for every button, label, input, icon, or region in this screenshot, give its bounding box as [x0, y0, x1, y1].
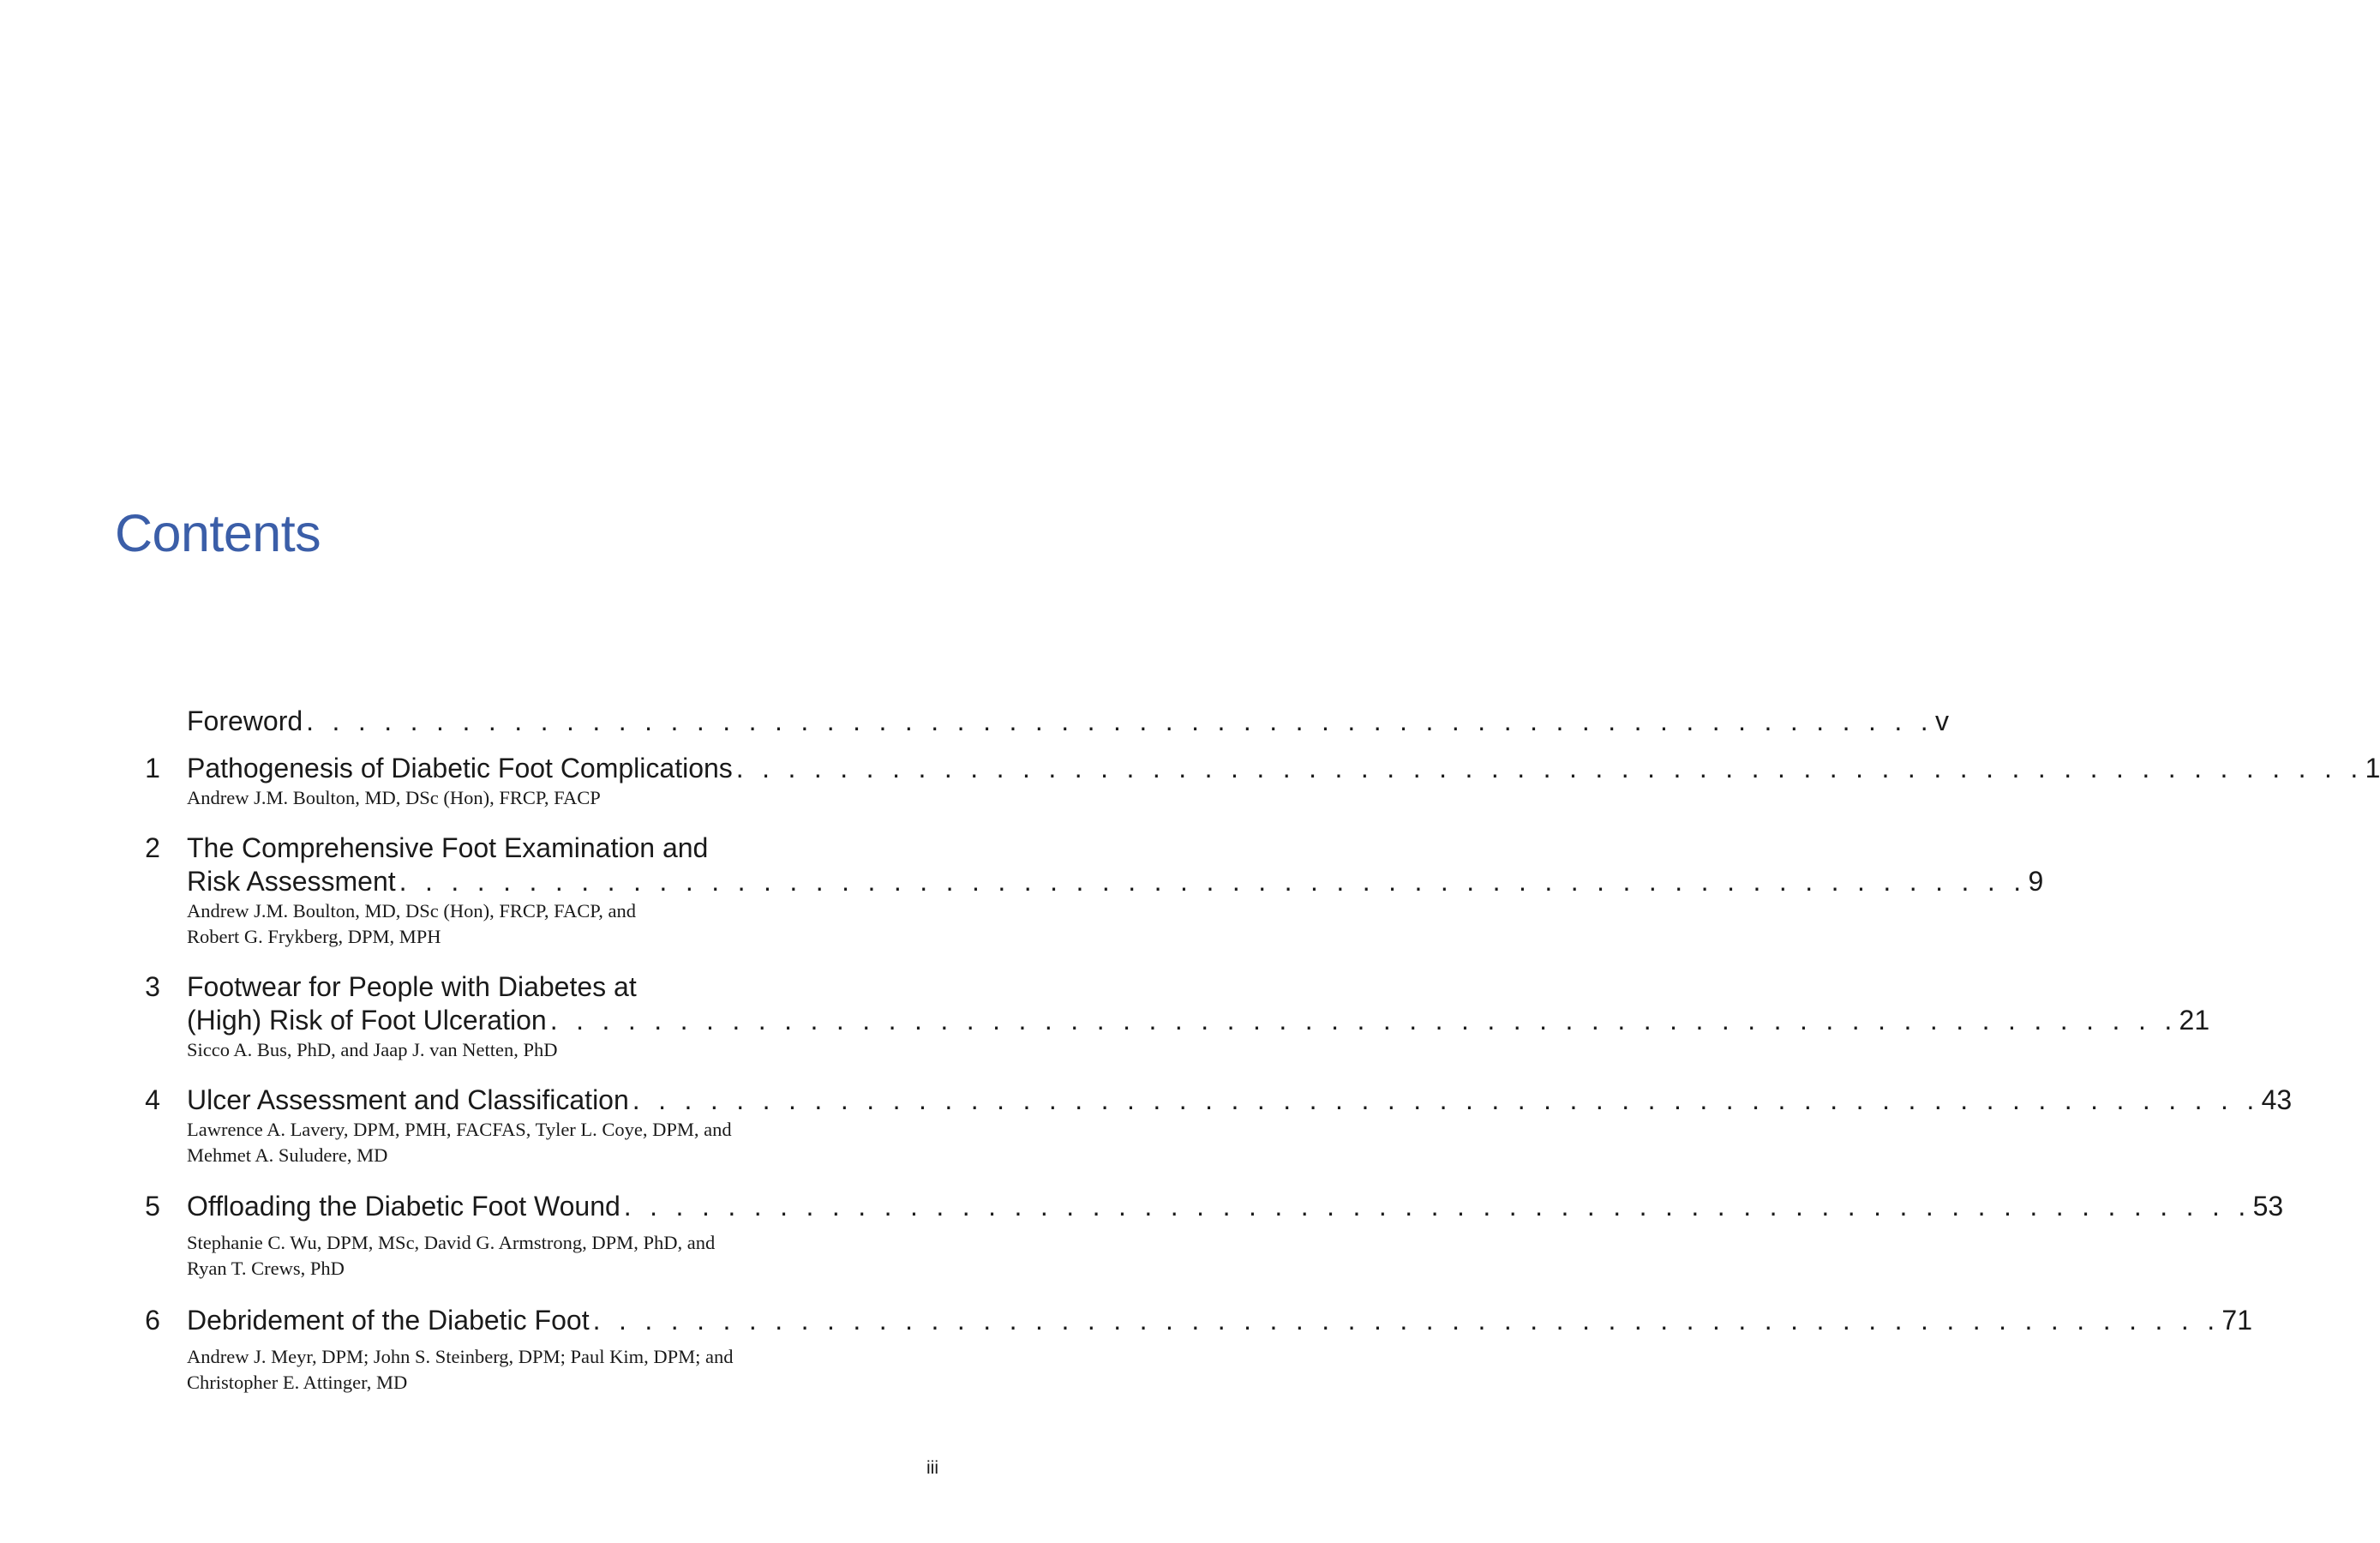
toc-entry-authors: Andrew J.M. Boulton, MD, DSc (Hon), FRCP, FACP	[187, 787, 601, 808]
toc-entry-page: 71	[2221, 1305, 2252, 1336]
toc-entry-page: 9	[2028, 866, 2044, 897]
page-title: Contents	[115, 504, 321, 562]
toc-entry-title: Risk Assessment	[187, 866, 396, 897]
toc-entry-title: Foreword	[187, 705, 303, 736]
dot-leader: . . . . . . . . . . . . . . . . . . . . . . . . . . . . . . . . . . . . . . . . . . . . . . . . . . . . . . . . . . . . . . .	[549, 1005, 2178, 1036]
toc-entry-page: 43	[2261, 1084, 2293, 1115]
dot-leader: . . . . . . . . . . . . . . . . . . . . . . . . . . . . . . . . . . . . . . . . . . . . . . . . . . . . . . . . . . . . . . .	[632, 1084, 2260, 1115]
toc-entry-title: Footwear for People with Diabetes at	[187, 971, 637, 1002]
toc-entry-authors: Christopher E. Attinger, MD	[187, 1372, 408, 1393]
toc-entry-title: Offloading the Diabetic Foot Wound	[187, 1191, 620, 1222]
toc-entry-page: 1	[2365, 753, 2380, 784]
dot-leader: . . . . . . . . . . . . . . . . . . . . . . . . . . . . . . . . . . . . . . . . . . . . . . . . . . . . . . . . . . . . . . .	[306, 705, 1933, 736]
toc-entry-authors: Sicco A. Bus, PhD, and Jaap J. van Netten, PhD	[187, 1039, 558, 1060]
toc-entry-title: (High) Risk of Foot Ulceration	[187, 1005, 547, 1036]
toc-entry-title: Debridement of the Diabetic Foot	[187, 1305, 590, 1336]
toc-entry-number: 3	[145, 971, 160, 1002]
toc-entry-title: The Comprehensive Foot Examination and	[187, 832, 709, 863]
toc-entry-authors: Ryan T. Crews, PhD	[187, 1258, 345, 1279]
dot-leader: . . . . . . . . . . . . . . . . . . . . . . . . . . . . . . . . . . . . . . . . . . . . . . . . . . . . . . . . . . . . . . .	[399, 866, 2027, 897]
toc-entry-page: 21	[2179, 1005, 2210, 1036]
toc-entry-number: 2	[145, 832, 160, 863]
dot-leader: . . . . . . . . . . . . . . . . . . . . . . . . . . . . . . . . . . . . . . . . . . . . . . . . . . . . . . . . . . . . . . .	[623, 1191, 2251, 1222]
toc-entry-authors: Robert G. Frykberg, DPM, MPH	[187, 926, 441, 947]
toc-entry-number: 5	[145, 1191, 160, 1222]
toc-entry-title: Pathogenesis of Diabetic Foot Complications	[187, 753, 733, 784]
toc-entry-number: 4	[145, 1084, 160, 1115]
dot-leader: . . . . . . . . . . . . . . . . . . . . . . . . . . . . . . . . . . . . . . . . . . . . . . . . . . . . . . . . . . . . . . .	[735, 753, 2364, 784]
toc-entry-number: 6	[145, 1305, 160, 1336]
toc-entry-number: 1	[145, 753, 160, 784]
page-number: iii	[926, 1458, 938, 1478]
toc-entry-authors: Andrew J.M. Boulton, MD, DSc (Hon), FRCP, FACP, and	[187, 900, 637, 922]
toc-entry-authors: Mehmet A. Suludere, MD	[187, 1144, 388, 1166]
toc-entry-authors: Stephanie C. Wu, DPM, MSc, David G. Armstrong, DPM, PhD, and	[187, 1232, 716, 1253]
dot-leader: . . . . . . . . . . . . . . . . . . . . . . . . . . . . . . . . . . . . . . . . . . . . . . . . . . . . . . . . . . . . . . .	[592, 1305, 2221, 1336]
toc-entry-page: v	[1934, 705, 1949, 736]
toc-entry-authors: Andrew J. Meyr, DPM; John S. Steinberg, DPM; Paul Kim, DPM; and	[187, 1346, 734, 1367]
toc-entry-title: Ulcer Assessment and Classification	[187, 1084, 629, 1115]
toc-entry-page: 53	[2252, 1191, 2284, 1222]
toc-entry-authors: Lawrence A. Lavery, DPM, PMH, FACFAS, Tyler L. Coye, DPM, and	[187, 1119, 732, 1140]
